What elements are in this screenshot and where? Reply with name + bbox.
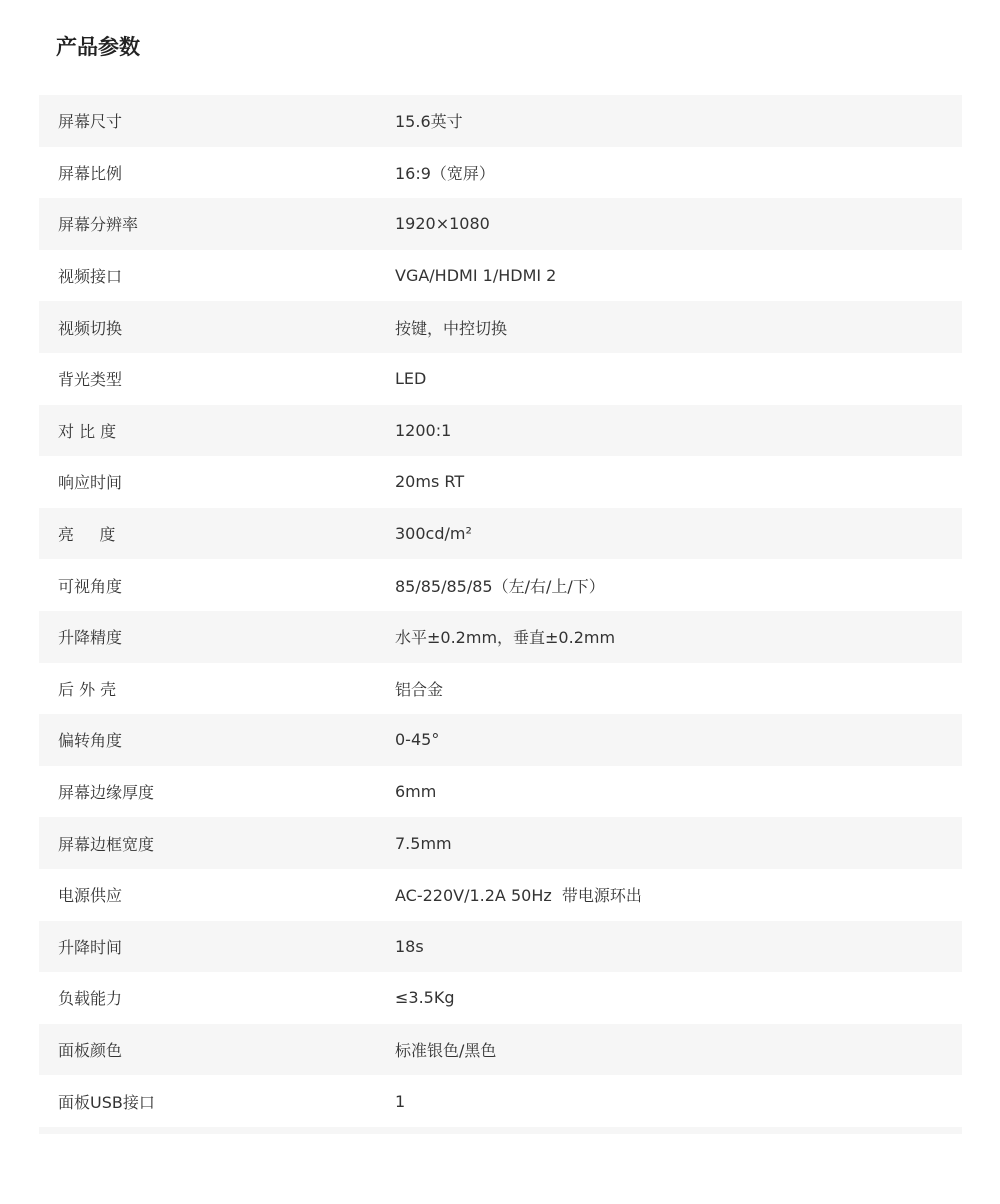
spec-row [39,663,962,715]
spec-row [39,508,962,560]
spec-value: AC-220V/1.2A 50Hz 带电源环出 [395,886,642,906]
spec-value: 标准银色/黑色 [395,1040,497,1060]
spec-row [39,611,962,663]
spec-row [39,405,962,457]
spec-row [39,198,962,250]
spec-row [39,147,962,199]
spec-row [39,250,962,302]
spec-label: 偏转角度 [58,731,123,751]
spec-row [39,921,962,973]
spec-value: ≤3.5Kg [395,988,455,1008]
spec-value: 0-45° [395,730,440,750]
spec-label: 可视角度 [58,576,123,596]
spec-row [39,301,962,353]
spec-label: 屏幕比例 [58,163,123,183]
spec-label: 电源供应 [58,886,123,906]
spec-value: 1 [395,1091,406,1111]
spec-value: 1920×1080 [395,214,490,234]
spec-row [39,1075,962,1127]
spec-label: 响应时间 [58,473,123,493]
spec-label: 背光类型 [58,370,123,390]
spec-label: 屏幕尺寸 [58,112,123,132]
spec-value: 300cd/m² [395,524,472,544]
spec-row [39,972,962,1024]
spec-value: 20ms RT [395,472,465,492]
spec-row [39,1024,962,1076]
spec-table [39,95,962,1127]
spec-row [39,353,962,405]
spec-value: 水平±0.2mm，垂直±0.2mm [395,628,616,648]
spec-label: 屏幕边缘厚度 [58,783,155,803]
spec-label: 视频接口 [58,267,123,287]
spec-row [39,95,962,147]
spec-label: 负载能力 [58,989,123,1009]
spec-value: 1200:1 [395,420,452,440]
spec-label: 屏幕边框宽度 [58,834,155,854]
spec-label: 面板USB接口 [58,1092,155,1112]
spec-value: 6mm [395,782,437,802]
spec-label: 对 比 度 [58,421,117,441]
spec-value: 16:9（宽屏） [395,163,495,183]
spec-label: 升降精度 [58,628,123,648]
spec-label: 视频切换 [58,318,123,338]
spec-value: 铝合金 [395,679,444,699]
spec-value: 7.5mm [395,833,452,853]
spec-row [39,456,962,508]
spec-label: 面板颜色 [58,1040,123,1060]
page-title: 产品参数 [56,35,140,59]
table-bottom-strip [39,1127,962,1134]
spec-value: 15.6英寸 [395,112,463,132]
spec-value: VGA/HDMI 1/HDMI 2 [395,266,557,286]
spec-row [39,766,962,818]
spec-row [39,869,962,921]
spec-value: 18s [395,936,424,956]
spec-row [39,714,962,766]
spec-value: 按键，中控切换 [395,318,508,338]
spec-label: 亮 度 [58,525,116,545]
spec-row [39,559,962,611]
spec-value: 85/85/85/85（左/右/上/下） [395,576,605,596]
spec-row [39,817,962,869]
spec-label: 升降时间 [58,937,123,957]
spec-label: 后 外 壳 [58,679,117,699]
spec-label: 屏幕分辨率 [58,215,139,235]
spec-value: LED [395,369,427,389]
